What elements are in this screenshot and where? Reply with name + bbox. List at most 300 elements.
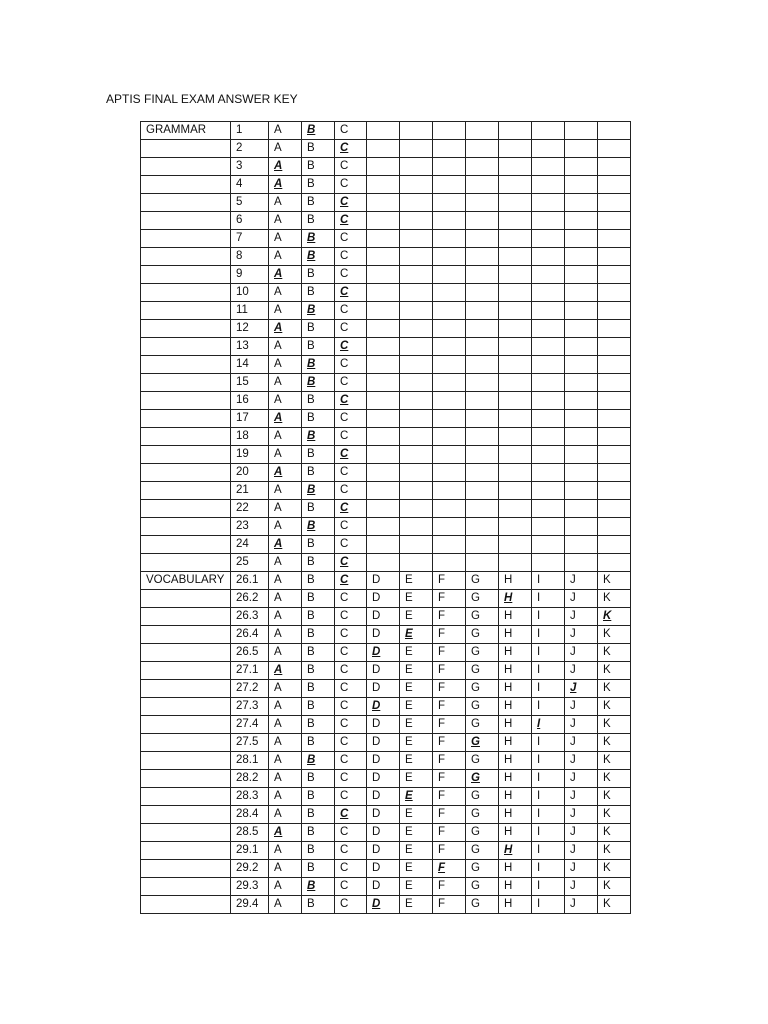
question-number: 21	[231, 482, 269, 500]
empty-cell	[499, 410, 532, 428]
correct-answer-option: B	[302, 428, 335, 446]
question-number: 29.4	[231, 896, 269, 914]
question-number: 9	[231, 266, 269, 284]
question-number: 15	[231, 374, 269, 392]
empty-cell	[466, 428, 499, 446]
section-cell	[141, 806, 231, 824]
correct-answer-option: A	[269, 176, 302, 194]
answer-option: B	[302, 824, 335, 842]
answer-option: E	[400, 716, 433, 734]
empty-cell	[598, 176, 631, 194]
answer-option: B	[302, 734, 335, 752]
answer-option: K	[598, 716, 631, 734]
empty-cell	[400, 464, 433, 482]
answer-option: K	[598, 878, 631, 896]
answer-option: E	[400, 590, 433, 608]
vocabulary-row	[141, 842, 631, 860]
answer-option: B	[302, 284, 335, 302]
empty-cell	[532, 446, 565, 464]
empty-cell	[466, 320, 499, 338]
answer-option: I	[532, 824, 565, 842]
answer-option: I	[532, 680, 565, 698]
question-number: 27.3	[231, 698, 269, 716]
answer-option: F	[433, 716, 466, 734]
correct-answer-option: E	[400, 626, 433, 644]
section-cell	[141, 626, 231, 644]
answer-option: C	[335, 698, 367, 716]
grammar-row	[141, 500, 631, 518]
answer-option: C	[335, 374, 367, 392]
answer-option: E	[400, 842, 433, 860]
empty-cell	[598, 158, 631, 176]
answer-option: K	[598, 806, 631, 824]
answer-option: B	[302, 320, 335, 338]
empty-cell	[433, 140, 466, 158]
empty-cell	[565, 248, 598, 266]
empty-cell	[367, 266, 400, 284]
empty-cell	[367, 464, 400, 482]
answer-option: C	[335, 878, 367, 896]
answer-option: E	[400, 734, 433, 752]
section-cell	[141, 824, 231, 842]
empty-cell	[499, 428, 532, 446]
question-number: 26.4	[231, 626, 269, 644]
empty-cell	[532, 338, 565, 356]
empty-cell	[433, 338, 466, 356]
empty-cell	[532, 122, 565, 140]
answer-option: K	[598, 698, 631, 716]
empty-cell	[532, 320, 565, 338]
answer-option: J	[565, 788, 598, 806]
empty-cell	[466, 356, 499, 374]
empty-cell	[367, 230, 400, 248]
answer-option: I	[532, 788, 565, 806]
empty-cell	[367, 518, 400, 536]
empty-cell	[400, 320, 433, 338]
empty-cell	[565, 140, 598, 158]
answer-option: H	[499, 662, 532, 680]
empty-cell	[598, 482, 631, 500]
answer-option: B	[302, 770, 335, 788]
answer-option: J	[565, 860, 598, 878]
answer-option: K	[598, 734, 631, 752]
answer-option: C	[335, 824, 367, 842]
empty-cell	[565, 464, 598, 482]
section-cell	[141, 680, 231, 698]
section-cell	[141, 248, 231, 266]
section-cell	[141, 734, 231, 752]
answer-option: I	[532, 734, 565, 752]
answer-option: D	[367, 590, 400, 608]
section-cell	[141, 860, 231, 878]
correct-answer-option: C	[335, 806, 367, 824]
answer-option: K	[598, 770, 631, 788]
answer-option: E	[400, 698, 433, 716]
empty-cell	[400, 518, 433, 536]
empty-cell	[400, 266, 433, 284]
answer-option: J	[565, 590, 598, 608]
empty-cell	[433, 374, 466, 392]
answer-option: A	[269, 518, 302, 536]
question-number: 28.1	[231, 752, 269, 770]
vocabulary-row	[141, 590, 631, 608]
answer-option: H	[499, 896, 532, 914]
empty-cell	[367, 158, 400, 176]
question-number: 24	[231, 536, 269, 554]
empty-cell	[565, 284, 598, 302]
vocabulary-row	[141, 734, 631, 752]
answer-option: F	[433, 752, 466, 770]
question-number: 26.5	[231, 644, 269, 662]
answer-option: B	[302, 698, 335, 716]
answer-option: J	[565, 770, 598, 788]
vocabulary-row	[141, 626, 631, 644]
question-number: 4	[231, 176, 269, 194]
question-number: 28.2	[231, 770, 269, 788]
answer-option: A	[269, 716, 302, 734]
empty-cell	[598, 140, 631, 158]
correct-answer-option: I	[532, 716, 565, 734]
answer-option: I	[532, 608, 565, 626]
empty-cell	[499, 212, 532, 230]
answer-option: B	[302, 536, 335, 554]
empty-cell	[499, 356, 532, 374]
empty-cell	[565, 374, 598, 392]
answer-option: C	[335, 158, 367, 176]
answer-option: G	[466, 626, 499, 644]
empty-cell	[499, 230, 532, 248]
grammar-row	[141, 392, 631, 410]
question-number: 27.2	[231, 680, 269, 698]
section-cell	[141, 518, 231, 536]
empty-cell	[433, 464, 466, 482]
empty-cell	[532, 176, 565, 194]
grammar-row	[141, 194, 631, 212]
answer-option: B	[302, 716, 335, 734]
empty-cell	[565, 338, 598, 356]
answer-option: E	[400, 860, 433, 878]
answer-option: G	[466, 860, 499, 878]
empty-cell	[565, 266, 598, 284]
empty-cell	[400, 446, 433, 464]
question-number: 28.3	[231, 788, 269, 806]
empty-cell	[499, 158, 532, 176]
question-number: 17	[231, 410, 269, 428]
answer-option: J	[565, 608, 598, 626]
empty-cell	[433, 446, 466, 464]
answer-option: B	[302, 896, 335, 914]
grammar-row	[141, 536, 631, 554]
section-cell	[141, 608, 231, 626]
grammar-row	[141, 410, 631, 428]
section-cell	[141, 644, 231, 662]
section-cell	[141, 230, 231, 248]
answer-option: K	[598, 680, 631, 698]
answer-option: D	[367, 806, 400, 824]
answer-option: J	[565, 824, 598, 842]
correct-answer-option: B	[302, 302, 335, 320]
answer-option: B	[302, 212, 335, 230]
answer-option: I	[532, 860, 565, 878]
answer-option: C	[335, 536, 367, 554]
answer-option: E	[400, 878, 433, 896]
empty-cell	[367, 536, 400, 554]
answer-option: H	[499, 698, 532, 716]
answer-option: A	[269, 482, 302, 500]
answer-option: B	[302, 662, 335, 680]
empty-cell	[367, 500, 400, 518]
empty-cell	[367, 482, 400, 500]
answer-option: A	[269, 392, 302, 410]
correct-answer-option: B	[302, 482, 335, 500]
answer-option: H	[499, 752, 532, 770]
empty-cell	[433, 428, 466, 446]
correct-answer-option: K	[598, 608, 631, 626]
question-number: 27.5	[231, 734, 269, 752]
correct-answer-option: F	[433, 860, 466, 878]
question-number: 5	[231, 194, 269, 212]
answer-option: J	[565, 626, 598, 644]
empty-cell	[598, 338, 631, 356]
grammar-row	[141, 140, 631, 158]
empty-cell	[367, 446, 400, 464]
empty-cell	[367, 248, 400, 266]
answer-option: I	[532, 626, 565, 644]
empty-cell	[400, 194, 433, 212]
answer-option: E	[400, 770, 433, 788]
answer-option: E	[400, 824, 433, 842]
answer-option: H	[499, 626, 532, 644]
empty-cell	[532, 536, 565, 554]
answer-option: D	[367, 770, 400, 788]
correct-answer-option: C	[335, 140, 367, 158]
answer-option: H	[499, 878, 532, 896]
question-number: 12	[231, 320, 269, 338]
empty-cell	[433, 356, 466, 374]
answer-option: B	[302, 608, 335, 626]
empty-cell	[532, 392, 565, 410]
correct-answer-option: C	[335, 554, 367, 572]
answer-option: F	[433, 608, 466, 626]
empty-cell	[598, 122, 631, 140]
grammar-row	[141, 464, 631, 482]
answer-option: D	[367, 626, 400, 644]
empty-cell	[532, 302, 565, 320]
question-number: 22	[231, 500, 269, 518]
answer-option: B	[302, 338, 335, 356]
empty-cell	[598, 356, 631, 374]
empty-cell	[565, 356, 598, 374]
answer-option: F	[433, 572, 466, 590]
answer-option: F	[433, 734, 466, 752]
vocabulary-row	[141, 644, 631, 662]
answer-option: J	[565, 572, 598, 590]
answer-option: A	[269, 806, 302, 824]
answer-option: A	[269, 428, 302, 446]
section-cell	[141, 842, 231, 860]
answer-option: H	[499, 860, 532, 878]
empty-cell	[433, 212, 466, 230]
empty-cell	[433, 482, 466, 500]
answer-option: F	[433, 824, 466, 842]
section-cell	[141, 788, 231, 806]
answer-option: K	[598, 824, 631, 842]
answer-option: A	[269, 554, 302, 572]
answer-option: I	[532, 770, 565, 788]
question-number: 6	[231, 212, 269, 230]
section-cell	[141, 356, 231, 374]
answer-option: A	[269, 356, 302, 374]
empty-cell	[532, 158, 565, 176]
empty-cell	[433, 536, 466, 554]
empty-cell	[367, 320, 400, 338]
empty-cell	[565, 230, 598, 248]
grammar-row	[141, 230, 631, 248]
empty-cell	[400, 338, 433, 356]
empty-cell	[367, 122, 400, 140]
empty-cell	[565, 554, 598, 572]
grammar-row	[141, 338, 631, 356]
answer-option: D	[367, 752, 400, 770]
answer-option: D	[367, 842, 400, 860]
section-cell	[141, 698, 231, 716]
empty-cell	[532, 194, 565, 212]
answer-option: I	[532, 806, 565, 824]
section-cell	[141, 284, 231, 302]
empty-cell	[532, 140, 565, 158]
section-cell	[141, 770, 231, 788]
correct-answer-option: B	[302, 752, 335, 770]
answer-option: A	[269, 338, 302, 356]
answer-option: C	[335, 716, 367, 734]
answer-option: J	[565, 662, 598, 680]
answer-option: J	[565, 716, 598, 734]
answer-option: H	[499, 806, 532, 824]
answer-option: B	[302, 860, 335, 878]
section-cell	[141, 158, 231, 176]
answer-option: B	[302, 680, 335, 698]
answer-option: F	[433, 698, 466, 716]
answer-option: K	[598, 896, 631, 914]
section-cell	[141, 338, 231, 356]
answer-option: H	[499, 770, 532, 788]
empty-cell	[466, 194, 499, 212]
answer-option: H	[499, 716, 532, 734]
empty-cell	[565, 176, 598, 194]
empty-cell	[433, 410, 466, 428]
correct-answer-option: B	[302, 878, 335, 896]
empty-cell	[565, 212, 598, 230]
answer-option: C	[335, 590, 367, 608]
grammar-row	[141, 374, 631, 392]
answer-option: A	[269, 608, 302, 626]
answer-option: C	[335, 482, 367, 500]
answer-option: A	[269, 212, 302, 230]
correct-answer-option: B	[302, 122, 335, 140]
answer-option: C	[335, 428, 367, 446]
answer-option: F	[433, 626, 466, 644]
vocabulary-row	[141, 698, 631, 716]
answer-option: K	[598, 626, 631, 644]
empty-cell	[598, 248, 631, 266]
empty-cell	[466, 446, 499, 464]
empty-cell	[466, 284, 499, 302]
empty-cell	[598, 266, 631, 284]
empty-cell	[532, 554, 565, 572]
answer-option: F	[433, 842, 466, 860]
answer-option: G	[466, 590, 499, 608]
empty-cell	[367, 176, 400, 194]
question-number: 13	[231, 338, 269, 356]
answer-option: G	[466, 824, 499, 842]
answer-option: B	[302, 158, 335, 176]
answer-option: H	[499, 644, 532, 662]
answer-option: G	[466, 608, 499, 626]
section-cell	[141, 878, 231, 896]
section-cell	[141, 302, 231, 320]
empty-cell	[466, 338, 499, 356]
empty-cell	[532, 482, 565, 500]
answer-option: C	[335, 122, 367, 140]
correct-answer-option: A	[269, 158, 302, 176]
question-number: 25	[231, 554, 269, 572]
answer-option: F	[433, 662, 466, 680]
answer-option: D	[367, 788, 400, 806]
answer-option: I	[532, 878, 565, 896]
answer-option: A	[269, 302, 302, 320]
grammar-row	[141, 428, 631, 446]
vocabulary-row	[141, 680, 631, 698]
answer-option: C	[335, 518, 367, 536]
answer-option: J	[565, 644, 598, 662]
section-label: GRAMMAR	[141, 122, 231, 140]
answer-option: A	[269, 878, 302, 896]
empty-cell	[499, 500, 532, 518]
answer-option: I	[532, 590, 565, 608]
answer-option: C	[335, 734, 367, 752]
answer-option: F	[433, 770, 466, 788]
correct-answer-option: B	[302, 374, 335, 392]
answer-option: C	[335, 356, 367, 374]
answer-option: K	[598, 662, 631, 680]
answer-option: F	[433, 590, 466, 608]
answer-option: J	[565, 896, 598, 914]
empty-cell	[466, 122, 499, 140]
empty-cell	[466, 266, 499, 284]
empty-cell	[565, 194, 598, 212]
empty-cell	[532, 374, 565, 392]
correct-answer-option: A	[269, 824, 302, 842]
question-number: 27.1	[231, 662, 269, 680]
empty-cell	[565, 482, 598, 500]
empty-cell	[400, 410, 433, 428]
section-cell	[141, 320, 231, 338]
empty-cell	[499, 554, 532, 572]
question-number: 26.2	[231, 590, 269, 608]
answer-option: A	[269, 680, 302, 698]
empty-cell	[466, 410, 499, 428]
answer-option: G	[466, 752, 499, 770]
correct-answer-option: A	[269, 266, 302, 284]
empty-cell	[400, 158, 433, 176]
answer-option: B	[302, 266, 335, 284]
empty-cell	[433, 176, 466, 194]
answer-option: D	[367, 878, 400, 896]
answer-option: E	[400, 680, 433, 698]
vocabulary-row	[141, 716, 631, 734]
grammar-row	[141, 320, 631, 338]
empty-cell	[400, 230, 433, 248]
